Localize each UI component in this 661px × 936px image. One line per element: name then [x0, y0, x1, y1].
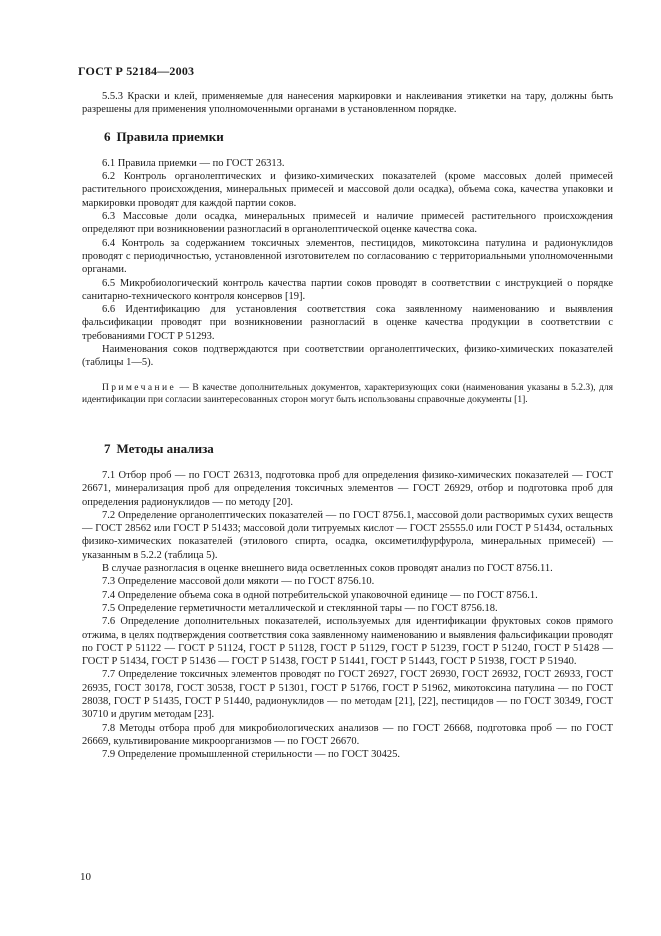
section-6-note — [82, 382, 613, 406]
document-body — [82, 90, 613, 761]
paragraph-6-names: Наименования соков подтверждаются при соответствии органолептических, физико-химических показателей (таблицы 1—5). — [82, 344, 613, 369]
section-6-title: Правила приемки — [116, 128, 224, 144]
section-6-heading — [82, 130, 613, 143]
paragraph-7-6: 7.6 Определение дополнительных показателей, используемых для идентификации фруктовых соков прямого отжима, в целях подтверждения соответствия сока заявленному наименованию и выявления фальсификации проводят по ГОСТ Р 51122 — ГОСТ Р 51124, ГОСТ Р 51128, ГОСТ Р 51129, ГОСТ Р 51239, ГОСТ Р 51240, ГОСТ Р 51428 — ГОСТ Р 51434, ГОСТ Р 51436 — ГОСТ Р 51438, ГОСТ Р 51441, ГОСТ Р 51443, ГОСТ Р 51938, ГОСТ Р 51940. — [82, 616, 613, 668]
paragraph-7-5: 7.5 Определение герметичности металлической и стеклянной тары — по ГОСТ 8756.18. — [102, 602, 498, 614]
paragraph-7-7: 7.7 Определение токсичных элементов проводят по ГОСТ 26927, ГОСТ 26930, ГОСТ 26932, ГОСТ 26933, ГОСТ 26935, ГОСТ 30178, ГОСТ 30538, ГОСТ Р 51301, ГОСТ Р 51766, ГОСТ Р 51962, микотоксина патулина — по ГОСТ 28038, ГОСТ Р 51435, ГОСТ Р 51440, радионуклидов — по методам [21], [22], пестицидов — по ГОСТ 30349, ГОСТ 30710 и другим методам [23]. — [82, 669, 613, 721]
paragraph-6-3: 6.3 Массовые доли осадка, минеральных примесей и наличие примесей растительного происхождения определяют при возникновении разногласий в органолептической оценке качества сока. — [82, 211, 613, 236]
paragraph-7-8: 7.8 Методы отбора проб для микробиологических анализов — по ГОСТ 26668, подготовка проб — по ГОСТ 26669, культивирование микроорганизмов — по ГОСТ 26670. — [82, 722, 613, 747]
paragraph-6-6: 6.6 Идентификацию для установления соответствия сока заявленному наименованию и выявления фальсификации проводят при возникновении разногласий в оценке качества продукции в соответствии с требованиями ГОСТ Р 51293. — [82, 304, 613, 342]
section-7-heading — [82, 442, 613, 455]
note-label: Примечание — [102, 382, 177, 393]
paragraph-7-3: 7.3 Определение массовой доли мякоти — по ГОСТ 8756.10. — [102, 576, 375, 588]
section-6-number: 6 — [104, 128, 111, 144]
paragraph-7-2: 7.2 Определение органолептических показателей — по ГОСТ 8756.1, массовой доли растворимых сухих веществ — ГОСТ 28562 или ГОСТ Р 51433; массовой доли титруемых кислот — ГОСТ 25555.0 или ГОСТ Р 51434, остальных физико-химических показателей (этилового спирта, осадка, оксиметилфурфурола, минеральных примесей) — указанным в 5.2.2 (таблица 5). — [82, 509, 613, 561]
page-number: 10 — [80, 871, 91, 883]
paragraph-7-2-dispute: В случае разногласия в оценке внешнего вида осветленных соков проводят анализ по ГОСТ 8756.11. — [102, 563, 553, 575]
paragraph-6-2: 6.2 Контроль органолептических и физико-химических показателей (кроме массовых долей примесей растительного происхождения, минеральных примесей и массовой доли осадка), объема сока, качества упаковки и маркировки проводят для каждой партии соков. — [82, 171, 613, 209]
paragraph-7-4: 7.4 Определение объема сока в одной потребительской упаковочной единице — по ГОСТ 8756.1. — [102, 589, 538, 601]
section-7-title: Методы анализа — [116, 440, 214, 456]
paragraph-6-5: 6.5 Микробиологический контроль качества партии соков проводят в соответствии с инструкцией о порядке санитарно-технического контроля консервов [19]. — [82, 277, 613, 302]
paragraph-6-4: 6.4 Контроль за содержанием токсичных элементов, пестицидов, микотоксина патулина и радионуклидов проводят с периодичностью, установленной изготовителем по согласованию с территориальными уполномоченными органами. — [82, 237, 613, 276]
paragraph-7-9: 7.9 Определение промышленной стерильности — по ГОСТ 30425. — [102, 749, 400, 761]
paragraph-7-1: 7.1 Отбор проб — по ГОСТ 26313, подготовка проб для определения физико-химических показателей — ГОСТ 26671, минерализация проб для определения токсичных элементов — ГОСТ 26929, отбор и подготовка проб для определения радионуклидов — по методу [20]. — [82, 469, 613, 508]
document-header: ГОСТ Р 52184—2003 — [78, 64, 195, 78]
note-text: — В качестве дополнительных документов, характеризующих соки (наименования указаны в 5.2.3), для идентификации при согласии заинтересованных сторон могут быть использованы справочные документы [1]. — [82, 382, 613, 405]
section-7-number: 7 — [104, 440, 111, 456]
paragraph-6-1: 6.1 Правила приемки — по ГОСТ 26313. — [102, 157, 285, 169]
paragraph-5-5-3: 5.5.3 Краски и клей, применяемые для нанесения маркировки и наклеивания этикетки на тару, должны быть разрешены для применения уполномоченными органами в установленном порядке. — [82, 91, 613, 116]
